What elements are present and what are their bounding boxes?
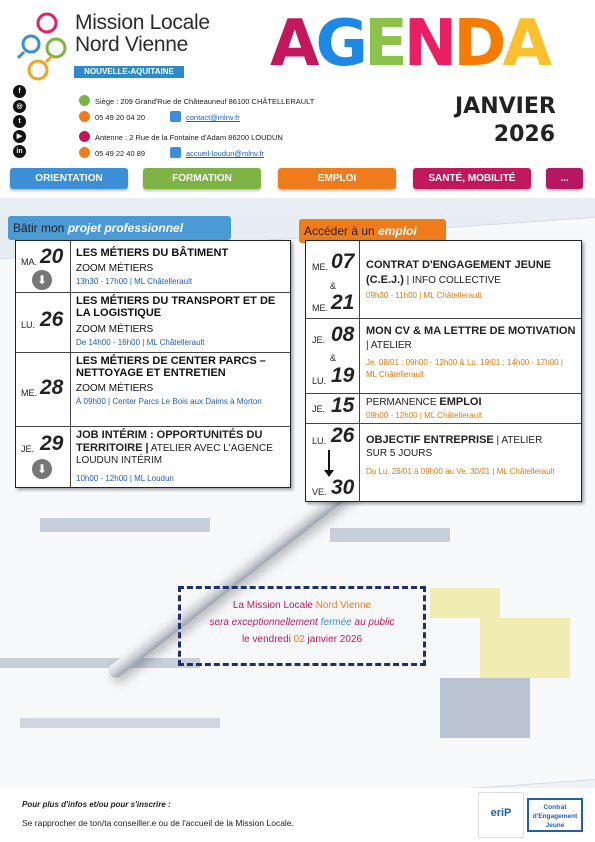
date-box — [16, 293, 71, 353]
download-icon[interactable]: ⬇ — [32, 270, 52, 290]
day-abbr: VE. — [312, 487, 327, 497]
org-name-line1: Mission Locale — [75, 11, 210, 34]
event-title: LES MÉTIERS DE CENTER PARCS – NETTOYAGE ET ENTRETIEN — [76, 355, 266, 379]
section-title-projet — [8, 216, 231, 240]
event-meta: 10h00 - 12h00 | ML Loudun — [76, 474, 174, 483]
day-abbr: LU. — [21, 320, 36, 330]
event-row[interactable] — [16, 426, 290, 488]
event-title: LES MÉTIERS DU BÂTIMENT — [76, 247, 229, 259]
event-title: CONTRAT D'ENGAGEMENT JEUNE (C.E.J.) — [366, 259, 552, 286]
day-abbr: MA. — [21, 257, 38, 267]
location-pin-icon — [79, 131, 90, 142]
event-title: LES MÉTIERS DU TRANSPORT ET DE LA LOGISTIQUE — [76, 295, 276, 319]
event-title-block — [366, 396, 482, 409]
cej-logo — [527, 798, 583, 832]
ampersand: & — [330, 353, 337, 363]
event-row[interactable] — [306, 393, 581, 424]
day-number: 30 — [331, 476, 355, 499]
org-name-line2: Nord Vienne — [75, 33, 189, 56]
antenne-phone[interactable]: 05 49 22 40 89 — [95, 149, 146, 158]
logo-emblem — [14, 10, 70, 90]
org-name — [75, 12, 210, 56]
day-number: 28 — [40, 376, 64, 399]
event-title-rest: | ATELIER — [366, 340, 412, 351]
nav-emploi[interactable] — [278, 168, 396, 189]
day-abbr: LU. — [312, 436, 327, 446]
date-box — [306, 394, 360, 424]
notice-text: sera exceptionnellement — [209, 617, 321, 628]
event-title: JOB INTÉRIM : OPPORTUNITÉS DU TERRITOIRE | — [76, 429, 263, 454]
nav-more[interactable] — [546, 168, 583, 189]
nav-orientation[interactable] — [10, 168, 128, 189]
agenda-letter: G — [315, 7, 365, 81]
notice-line1 — [181, 597, 423, 614]
date-box — [306, 319, 360, 394]
day-number: 19 — [331, 364, 355, 387]
date-box — [16, 241, 71, 292]
day-abbr: ME. — [312, 262, 329, 272]
notice-text: fermée — [320, 617, 352, 628]
facebook-icon[interactable]: f — [13, 85, 26, 98]
agenda-letter: N — [403, 7, 454, 81]
phone-icon — [79, 111, 90, 122]
event-meta: Je. 08/01 ; 09h00 - 12h00 & Lu. 19/01 ; 14h00 - 17h00 | ML Châtellerault — [366, 358, 563, 379]
notice-text: au public — [351, 617, 395, 628]
phone-icon — [79, 147, 90, 158]
email-icon — [170, 147, 181, 158]
event-title-rest: ATELIER AVEC L'AGENCE LOUDUN INTÉRIM — [76, 443, 273, 466]
event-title-rest: | ATELIER SUR 5 JOURS — [366, 435, 543, 459]
agenda-title — [270, 4, 590, 84]
event-subtitle: ZOOM MÉTIERS — [76, 263, 154, 274]
nav-label: ORIENTATION — [35, 173, 103, 184]
day-number: 26 — [40, 308, 64, 331]
event-title: EMPLOI — [439, 396, 482, 408]
notice-text: le vendredi — [241, 634, 294, 645]
section-title-emph: projet professionnel — [67, 221, 184, 235]
event-row[interactable] — [16, 292, 290, 353]
day-abbr: JE. — [21, 444, 35, 454]
agenda-letter: E — [364, 7, 404, 81]
date-box — [16, 427, 71, 488]
region-badge: NOUVELLE-AQUITAINE — [74, 66, 184, 78]
event-title-pre: PERMANENCE — [366, 397, 440, 408]
arrow-down-icon — [328, 450, 330, 472]
day-abbr: ME. — [312, 303, 329, 313]
day-abbr: ME. — [21, 388, 38, 398]
day-number: 08 — [331, 323, 355, 346]
event-meta: Du Lu. 26/01 à 09h00 au Ve. 30/01 | ML Châtellerault — [366, 467, 555, 476]
siege-email-link[interactable]: contact@mlnv.fr — [186, 113, 240, 122]
event-row[interactable] — [16, 241, 290, 292]
notice-text: 02 — [293, 634, 305, 645]
email-icon — [170, 111, 181, 122]
day-abbr: LU. — [312, 376, 327, 386]
event-meta: 13h30 - 17h00 | ML Châtellerault — [76, 277, 193, 286]
event-title: MON CV & MA LETTRE DE MOTIVATION — [366, 325, 576, 337]
notice-text: La Mission Locale — [232, 600, 316, 611]
event-row[interactable] — [306, 241, 581, 318]
section-title-text: Bâtir mon — [13, 221, 68, 235]
youtube-icon[interactable]: ▶ — [13, 130, 26, 143]
event-meta: 09h00 - 12h00 | ML Châtellerault — [366, 411, 483, 420]
event-title: OBJECTIF ENTREPRISE — [366, 434, 494, 446]
event-title-block — [366, 324, 576, 353]
notice-line3 — [181, 631, 423, 648]
events-panel-emploi — [305, 240, 582, 502]
nav-label: ... — [560, 173, 569, 184]
day-abbr: JE. — [312, 404, 326, 414]
nav-formation[interactable] — [143, 168, 261, 189]
event-subtitle: ZOOM MÉTIERS — [76, 324, 154, 335]
siege-address: Siège : 209 Grand'Rue de Châteauneuf 86100 CHÂTELLERAULT — [95, 97, 315, 106]
section-title-text: Accéder à un — [304, 224, 379, 238]
year-label: 2026 — [493, 122, 555, 147]
footer-info-title: Pour plus d'infos et/ou pour s'inscrire : — [22, 800, 171, 809]
erip-logo-text: eriP — [490, 807, 512, 819]
nav-label: SANTÉ, MOBILITÉ — [428, 173, 516, 184]
closure-notice — [178, 586, 426, 666]
notice-text: Nord Vienne — [315, 600, 372, 611]
antenne-email-link[interactable]: accueil-loudun@mlnv.fr — [186, 149, 264, 158]
event-title-block — [366, 258, 576, 288]
nav-label: EMPLOI — [317, 173, 357, 184]
event-row[interactable] — [306, 318, 581, 394]
nav-sante-mobilite[interactable] — [413, 168, 531, 189]
agenda-letter: A — [502, 7, 548, 81]
download-icon[interactable]: ⬇ — [32, 459, 52, 479]
day-number: 15 — [331, 394, 355, 417]
event-title-rest: | INFO COLLECTIVE — [403, 275, 501, 286]
day-number: 29 — [40, 432, 64, 455]
section-title-emph: emploi — [378, 224, 417, 238]
day-number: 21 — [331, 291, 355, 314]
notice-line2 — [181, 614, 423, 631]
agenda-letter: A — [270, 7, 316, 81]
event-row[interactable] — [306, 423, 581, 502]
day-number: 07 — [331, 250, 355, 273]
notice-text: janvier 2026 — [304, 634, 363, 645]
ampersand: & — [330, 281, 337, 291]
location-pin-icon — [79, 95, 90, 106]
event-meta: 09h30 - 11h00 | ML Châtellerault — [366, 291, 482, 300]
siege-phone[interactable]: 05 49 20 04 20 — [95, 113, 146, 122]
date-box — [306, 424, 360, 502]
event-row[interactable] — [16, 352, 290, 427]
month-year — [455, 93, 555, 149]
event-title-block — [366, 434, 546, 460]
month-label: JANVIER — [455, 94, 556, 119]
event-meta: À 09h00 | Center Parcs Le Bois aux Daims à Morton — [76, 397, 262, 406]
day-number: 26 — [331, 424, 355, 447]
agenda-letter: D — [453, 7, 503, 81]
event-meta: De 14h00 - 16h00 | ML Châtellerault — [76, 338, 205, 347]
nav-label: FORMATION — [172, 173, 232, 184]
erip-logo — [478, 792, 524, 838]
cej-logo-text: Contrat d'Engagement Jeune — [532, 804, 578, 829]
event-title-block — [76, 429, 284, 467]
day-abbr: JE. — [312, 335, 326, 345]
linkedin-icon[interactable]: in — [13, 145, 26, 158]
date-box — [16, 353, 71, 427]
footer-info-text: Se rapprocher de ton/ta conseiller.e ou de l'accueil de la Mission Locale. — [22, 818, 294, 828]
twitter-icon[interactable]: t — [13, 115, 26, 128]
day-number: 20 — [40, 245, 64, 268]
date-box — [306, 241, 360, 318]
event-subtitle: ZOOM MÉTIERS — [76, 383, 154, 394]
instagram-icon[interactable]: ◎ — [13, 100, 26, 113]
antenne-address: Antenne : 2 Rue de la Fontaine d'Adam 86200 LOUDUN — [95, 133, 283, 142]
events-panel-projet — [15, 240, 291, 488]
